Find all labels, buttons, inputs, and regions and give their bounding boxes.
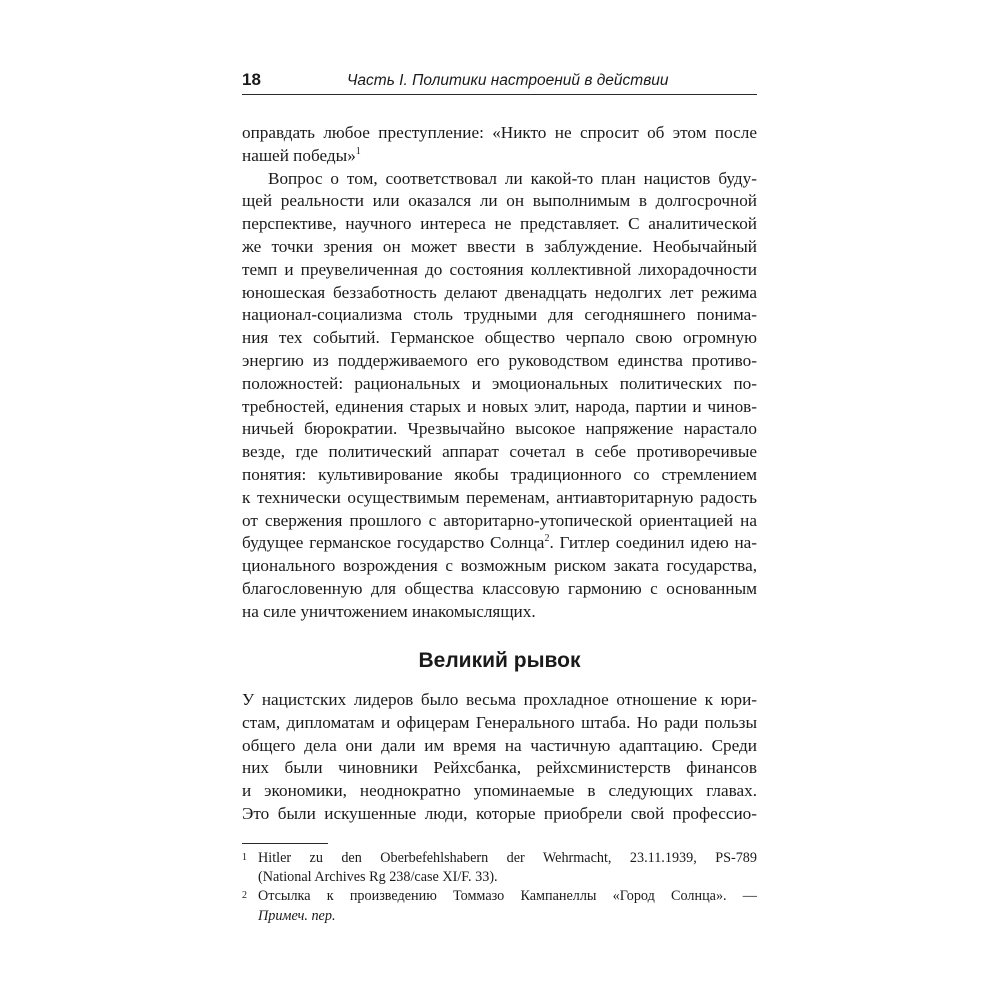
text-line: положностей: рациональных и эмоциональных политических по-: [242, 373, 757, 393]
text-line: же точки зрения он может ввести в заблуждение. Необычайный: [242, 236, 757, 256]
footnote-mark: 1: [242, 852, 247, 863]
footnote-ref-1[interactable]: 1: [355, 145, 361, 157]
text-line: требностей, единения старых и новых элит, народа, партии и чинов-: [242, 396, 757, 416]
text-line: благословенную для общества классовую гармонию с основанным: [242, 578, 757, 598]
footnote-line: Hitler zu den Oberbefehlshabern der Wehrmacht, 23.11.1939, PS-789: [258, 850, 757, 866]
text-line: энергию из поддерживаемого его руководством единства противо-: [242, 350, 757, 370]
text-line: перспективе, научного интереса не представляет. С аналитической: [242, 214, 757, 234]
text-line: них были чиновники Рейхсбанка, рейхсминистерств финансов: [242, 758, 757, 778]
footnote-2: [242, 887, 757, 925]
text-line: ничьей бюрократии. Чрезвычайно высокое напряжение нарастало: [242, 419, 757, 439]
text-line: ния тех событий. Германское общество черпало свою огромную: [242, 328, 757, 348]
running-title: Часть I. Политики настроений в действии: [347, 72, 669, 89]
footnote-line: Отсылка к произведению Томмазо Кампанеллы «Город Солнца». —: [258, 888, 757, 905]
book-page: [242, 62, 757, 942]
paragraph-3: [242, 689, 757, 826]
page-number: 18: [242, 70, 261, 89]
paragraph-2: [242, 168, 757, 624]
text-line: [242, 145, 757, 168]
text-line: юношеская беззаботность делают двенадцать недолгих лет режима: [242, 282, 757, 302]
text-fragment: . Гитлер соединил идею на-: [549, 533, 758, 553]
footnotes: [242, 849, 757, 926]
text-line: понятия: культивирование якобы традиционного со стремлением: [242, 464, 757, 484]
footnote-line: Примеч. пер.: [258, 907, 336, 924]
text-line: щей реальности или оказался ли он выполнимым в долгосрочной: [242, 191, 757, 211]
paragraph-1: [242, 122, 757, 168]
text-line: везде, где политический аппарат сочетал в себе противоречивые: [242, 442, 757, 462]
text-fragment: будущее германское государство Солнца: [242, 533, 545, 553]
text-line: оправдать любое преступление: «Никто не спросит об этом после: [242, 123, 757, 142]
body-text-top: [242, 122, 757, 624]
text-line: к технически осуществимым переменам, антиавторитарную радость: [242, 487, 757, 507]
footnote-line: (National Archives Rg 238/case XI/F. 33).: [258, 869, 498, 886]
section-heading: Великий рывок: [418, 649, 581, 672]
footnote-ref-2[interactable]: 2: [544, 533, 550, 545]
text-line: на силе уничтожением инакомыслящих.: [242, 601, 536, 621]
footnote-mark: 2: [242, 890, 247, 902]
text-line: Вопрос о том, соответствовал ли какой-то план нацистов буду-: [268, 168, 757, 188]
text-line: общего дела они дали им время на частичную адаптацию. Среди: [242, 735, 757, 755]
text-line: [242, 532, 757, 555]
text-line: и экономики, неоднократно упоминаемые в следующих главах.: [242, 781, 757, 801]
footnote-divider: [242, 843, 328, 844]
body-text-bottom: [242, 689, 757, 826]
text-line: У нацистских лидеров было весьма прохладное отношение к юри-: [242, 690, 757, 709]
text-line: ционального возрождения с возможным риском заката государства,: [242, 556, 757, 576]
footnote-1: [242, 849, 757, 887]
text-line: Это были искушенные люди, которые приобрели свой профессио-: [242, 803, 757, 823]
text-line: национал-социализма столь трудными для сегодняшнего понима-: [242, 305, 757, 325]
text-line: темп и преувеличенная до состояния коллективной лихорадочности: [242, 259, 757, 279]
text-line: стам, дипломатам и офицерам Генерального штаба. Но ради пользы: [242, 712, 757, 732]
running-header: [242, 70, 757, 95]
text-line: от свержения прошлого с авторитарно-утопической ориентацией на: [242, 510, 757, 530]
text-fragment: нашей победы»: [242, 145, 356, 165]
